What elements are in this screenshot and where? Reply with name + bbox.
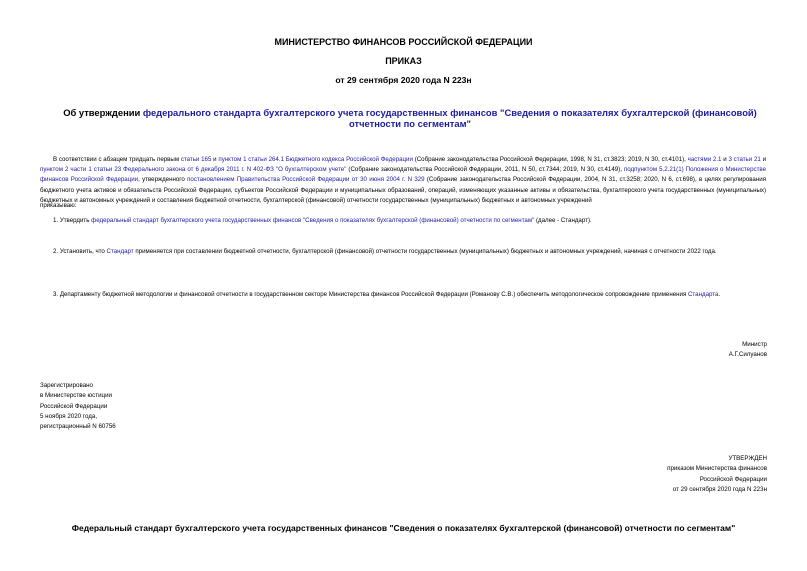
preamble-text: (Собрание законодательства Российской Федерации, 2011, N 50, ст.7344; 2019, N 30, ст.4149), <box>346 166 624 174</box>
preamble-text: (Собрание законодательства Российской Федерации, 2004, N 31, ст.3258; 2020, N 6, ст.698), в целях регулирования бюджетного учета активов и обязательств Российской Федерации, субъектов Российской Федерации и муниципальных образований, операций, изменяющих указанные активы и обязательства, бухгалтерского учета государственных (муниципальных) бюджетных и автономных учреждений и составления бюджетной отчетности, бухгалтерской (финансовой) отчетности государственных (муниципальных) бюджетных и автономных учреждений <box>40 176 766 204</box>
approval-line: Российской Федерации <box>699 475 767 483</box>
preamble-text: В соответствии с абзацем тридцать первым <box>53 156 181 163</box>
order-item-1 <box>40 216 766 226</box>
doc-date-number: от 29 сентября 2020 года N 223н <box>335 75 472 85</box>
preamble-paragraph <box>40 155 766 206</box>
registration-line: регистрационный N 60756 <box>40 423 116 431</box>
preamble-text: (Собрание законодательства Российской Федерации, 1998, N 31, ст.3823; 2019, N 30, ст.4101), <box>412 156 688 163</box>
link-part-2-1[interactable]: частями 2.1 <box>687 156 722 163</box>
link-standard-short[interactable]: Стандарт <box>106 248 134 255</box>
ministry-heading: МИНИСТЕРСТВО ФИНАНСОВ РОССИЙСКОЙ ФЕДЕРАЦИИ <box>274 37 533 47</box>
approval-block <box>667 454 767 495</box>
order-word: приказываю: <box>40 202 77 209</box>
approval-line: приказом Министерства финансов <box>667 465 767 473</box>
approval-line: от 29 сентября 2020 года N 223н <box>672 485 767 493</box>
preamble-text: и <box>760 156 767 163</box>
registration-block <box>40 381 116 432</box>
registration-line: 5 ноября 2020 года, <box>40 412 98 420</box>
link-article-165[interactable]: статьи 165 <box>180 156 212 163</box>
subject-prefix: Об утверждении <box>63 107 143 118</box>
link-government-decree-329[interactable]: постановлением Правительства Российской Федерации от 30 июня 2004 г. N 329 <box>187 176 425 184</box>
item-text: . <box>718 291 721 298</box>
registration-line: в Министерстве юстиции <box>40 392 113 400</box>
doc-type-heading: ПРИКАЗ <box>385 56 422 66</box>
preamble-text: , утвержденного <box>138 176 188 184</box>
registration-line: Российской Федерации <box>40 402 108 410</box>
subject-standard-link[interactable]: федерального стандарта бухгалтерского учета государственных финансов "Сведения о показателях бухгалтерской (финансовой) отчетности по сегментам" <box>142 107 757 129</box>
item-text: 3. Департаменту бюджетной методологии и финансовой отчетности в государственном секторе Министерства финансов Российской Федерации (Романову С.В.) обеспечить методологическое сопровождение применения <box>53 291 688 298</box>
item-text: 2. Установить, что <box>53 248 107 255</box>
order-subject <box>52 107 768 129</box>
signer-title: Министр <box>742 341 767 348</box>
registration-line: Зарегистрировано <box>40 382 93 389</box>
item-text: 1. Утвердить <box>53 217 92 224</box>
standard-title: Федеральный стандарт бухгалтерского учета государственных финансов "Сведения о показателях бухгалтерской (финансовой) отчетности по сегментам" <box>71 523 736 533</box>
signature-block <box>729 340 767 360</box>
link-ministry-regulation[interactable]: подпунктом 5.2.21(1) Положения о Министерстве финансов Российской Федерации <box>40 166 766 184</box>
link-standard-genitive[interactable]: Стандарта <box>688 291 719 298</box>
link-standard[interactable]: федеральный стандарт бухгалтерского учета государственных финансов "Сведения о показателях бухгалтерской (финансовой) отчетности по сегментам" <box>91 217 535 224</box>
item-text: (далее - Стандарт). <box>534 217 592 224</box>
link-budget-code-264-1[interactable]: пунктом 1 статьи 264.1 Бюджетного кодекса Российской Федерации <box>218 156 413 163</box>
preamble-text: и <box>211 156 219 163</box>
signer-name: А.Г.Силуанов <box>728 351 767 359</box>
link-article-21-part-3[interactable]: 3 статьи 21 <box>728 156 761 163</box>
link-law-402fz[interactable]: пунктом 2 части 1 статьи 23 Федерального закона от 6 декабря 2011 г. N 402-ФЗ "О бухгалтерском учете" <box>40 166 347 174</box>
approval-line: УТВЕРЖДЕН <box>728 455 767 462</box>
order-item-2 <box>40 247 766 257</box>
item-text: применяется при составлении бюджетной отчетности, бухгалтерской (финансовой) отчетности государственных (муниципальных) бюджетных и автономных учреждений, начиная с отчетности 2022 года. <box>133 248 717 255</box>
preamble-text: и <box>721 156 729 163</box>
order-item-3 <box>40 290 766 300</box>
